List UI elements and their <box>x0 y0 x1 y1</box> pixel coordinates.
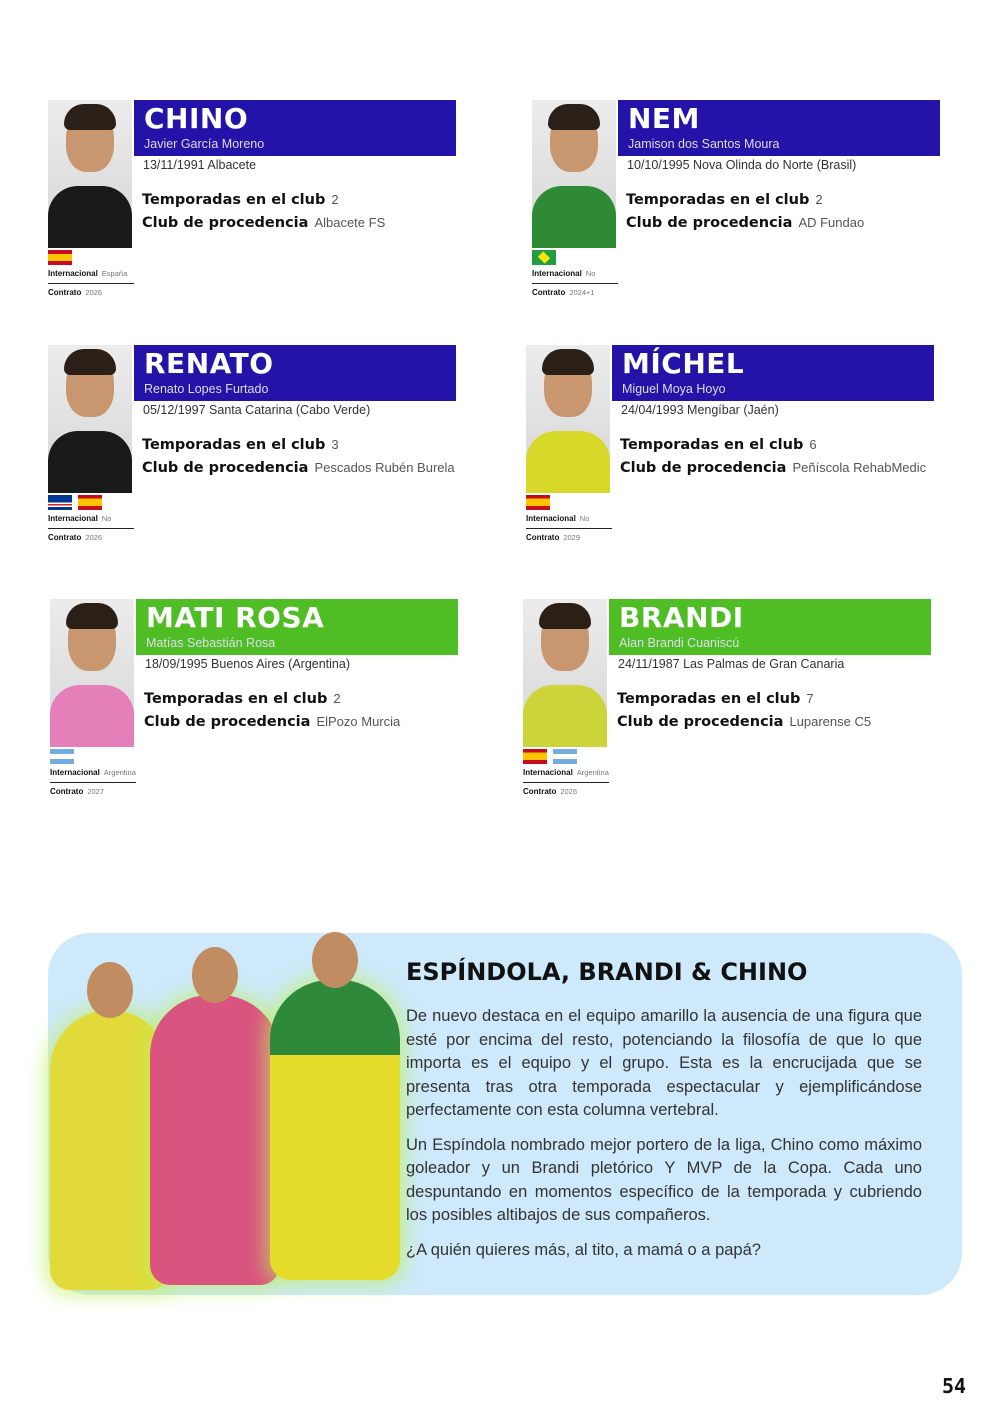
contract-value: 2029 <box>563 533 581 542</box>
player-nickname: MÍCHEL <box>622 347 745 380</box>
international-value: Argentina <box>576 768 609 777</box>
player-full-name: Jamison dos Santos Moura <box>628 137 780 151</box>
contract-value: 2027 <box>87 787 105 796</box>
club-row <box>617 714 871 730</box>
nationality-flags <box>523 749 583 765</box>
divider <box>523 782 609 783</box>
name-banner <box>134 100 456 156</box>
page-number: 54 <box>942 1374 967 1398</box>
international-value: No <box>585 269 596 278</box>
club-label: Club de procedencia <box>142 215 309 231</box>
international-row <box>48 514 134 523</box>
contract-value: 2026 <box>85 288 103 297</box>
feature-paragraph: ¿A quién quieres más, al tito, a mamá o a papá? <box>406 1240 761 1259</box>
club-row <box>142 215 385 231</box>
player-nickname: NEM <box>628 102 700 135</box>
contract-label: Contrato <box>523 787 557 796</box>
player-card <box>50 599 470 799</box>
nationality-flags <box>526 495 556 511</box>
player-full-name: Alan Brandi Cuaniscú <box>619 636 740 650</box>
international-label: Internacional <box>532 269 582 278</box>
contract-value: 2026 <box>85 533 103 542</box>
club-value: Luparense C5 <box>789 714 872 729</box>
player-nickname: MATI ROSA <box>146 601 325 634</box>
club-label: Club de procedencia <box>617 714 784 730</box>
feature-title: ESPÍNDOLA, BRANDI & CHINO <box>406 958 808 986</box>
player-photo <box>48 100 132 248</box>
flag-es-icon <box>526 495 550 510</box>
flag-ar-icon <box>553 749 577 764</box>
international-value: España <box>101 269 128 278</box>
club-value: Pescados Rubén Burela <box>314 460 455 475</box>
divider <box>526 528 612 529</box>
seasons-label: Temporadas en el club <box>142 192 326 208</box>
player-card <box>526 345 946 545</box>
seasons-row <box>144 691 341 707</box>
seasons-row <box>617 691 814 707</box>
seasons-label: Temporadas en el club <box>142 437 326 453</box>
player-figure-yellow-right <box>270 980 400 1280</box>
contract-label: Contrato <box>48 533 82 542</box>
nationality-flags <box>50 749 80 765</box>
flag-es-icon <box>48 250 72 265</box>
seasons-label: Temporadas en el club <box>626 192 810 208</box>
player-birth: 10/10/1995 Nova Olinda do Norte (Brasil) <box>627 158 857 172</box>
seasons-label: Temporadas en el club <box>144 691 328 707</box>
feature-body <box>406 1005 922 1273</box>
player-nickname: BRANDI <box>619 601 744 634</box>
seasons-value: 7 <box>806 691 814 706</box>
player-full-name: Matías Sebastián Rosa <box>146 636 276 650</box>
contract-label: Contrato <box>526 533 560 542</box>
seasons-row <box>142 192 339 208</box>
international-row <box>532 269 618 278</box>
nationality-flags <box>48 250 78 266</box>
divider <box>48 528 134 529</box>
player-nickname: CHINO <box>144 102 249 135</box>
flag-es-icon <box>78 495 102 510</box>
player-birth: 13/11/1991 Albacete <box>143 158 257 172</box>
international-row <box>526 514 612 523</box>
club-row <box>142 460 455 476</box>
player-photo <box>532 100 616 248</box>
international-label: Internacional <box>48 269 98 278</box>
international-row <box>523 768 609 777</box>
club-label: Club de procedencia <box>142 460 309 476</box>
nationality-flags <box>48 495 108 511</box>
contract-label: Contrato <box>50 787 84 796</box>
club-row <box>620 460 926 476</box>
flag-ar-icon <box>50 749 74 764</box>
player-photo <box>50 599 134 747</box>
player-full-name: Miguel Moya Hoyo <box>622 382 726 396</box>
seasons-value: 2 <box>333 691 341 706</box>
international-label: Internacional <box>523 768 573 777</box>
feature-paragraph: De nuevo destaca en el equipo amarillo la ausencia de una figura que esté por encima del resto, potenciando la filosofía de que lo que importa es el equipo y el grupo. Esta es la encrucijada que se presenta tras otra temporada espectacular y ejemplificándose perfectamente con esta columna vertebral. <box>406 1007 922 1119</box>
divider <box>532 283 618 284</box>
contract-row <box>48 288 134 297</box>
club-row <box>144 714 400 730</box>
feature-paragraph: Un Espíndola nombrado mejor portero de la liga, Chino como máximo goleador y un Brandi pletórico Y MVP de la Copa. Cada uno despuntando en momentos específico de la temporada y cubriendo los posibles altibajos de sus compañeros. <box>406 1135 922 1224</box>
international-label: Internacional <box>50 768 100 777</box>
player-card <box>532 100 952 300</box>
divider <box>50 782 136 783</box>
seasons-value: 2 <box>815 192 823 207</box>
player-full-name: Javier García Moreno <box>144 137 265 151</box>
contract-row <box>526 533 612 542</box>
club-label: Club de procedencia <box>620 460 787 476</box>
contract-label: Contrato <box>532 288 566 297</box>
player-birth: 24/04/1993 Mengíbar (Jaén) <box>621 403 779 417</box>
flag-cv-icon <box>48 495 72 510</box>
international-label: Internacional <box>526 514 576 523</box>
seasons-row <box>626 192 823 208</box>
club-row <box>626 215 864 231</box>
player-full-name: Renato Lopes Furtado <box>144 382 269 396</box>
contract-value: 2026 <box>560 787 578 796</box>
club-value: Albacete FS <box>314 215 386 230</box>
contract-row <box>532 288 618 297</box>
seasons-value: 6 <box>809 437 817 452</box>
player-card <box>48 345 468 545</box>
international-value: No <box>579 514 590 523</box>
seasons-row <box>142 437 339 453</box>
player-figure-pink <box>150 995 280 1285</box>
divider <box>48 283 134 284</box>
seasons-value: 2 <box>331 192 339 207</box>
club-value: ElPozo Murcia <box>316 714 401 729</box>
player-birth: 18/09/1995 Buenos Aires (Argentina) <box>145 657 350 671</box>
contract-row <box>50 787 136 796</box>
name-banner <box>618 100 940 156</box>
contract-row <box>48 533 134 542</box>
name-banner <box>612 345 934 401</box>
player-photo <box>48 345 132 493</box>
flag-es-icon <box>523 749 547 764</box>
seasons-row <box>620 437 817 453</box>
name-banner <box>609 599 931 655</box>
player-nickname: RENATO <box>144 347 274 380</box>
seasons-value: 3 <box>331 437 339 452</box>
player-card <box>48 100 468 300</box>
name-banner <box>136 599 458 655</box>
club-label: Club de procedencia <box>144 714 311 730</box>
seasons-label: Temporadas en el club <box>617 691 801 707</box>
club-label: Club de procedencia <box>626 215 793 231</box>
nationality-flags <box>532 250 562 266</box>
club-value: Peñíscola RehabMedic <box>792 460 927 475</box>
seasons-label: Temporadas en el club <box>620 437 804 453</box>
contract-row <box>523 787 609 796</box>
players-photo <box>20 920 410 1300</box>
player-photo <box>526 345 610 493</box>
player-photo <box>523 599 607 747</box>
player-birth: 05/12/1997 Santa Catarina (Cabo Verde) <box>143 403 371 417</box>
international-label: Internacional <box>48 514 98 523</box>
club-value: AD Fundao <box>798 215 865 230</box>
international-row <box>50 768 136 777</box>
international-value: Argentina <box>103 768 136 777</box>
contract-value: 2024+1 <box>569 288 595 297</box>
name-banner <box>134 345 456 401</box>
international-value: No <box>101 514 112 523</box>
contract-label: Contrato <box>48 288 82 297</box>
international-row <box>48 269 134 278</box>
flag-br-icon <box>532 250 556 265</box>
player-card <box>523 599 943 799</box>
player-birth: 24/11/1987 Las Palmas de Gran Canaria <box>618 657 845 671</box>
